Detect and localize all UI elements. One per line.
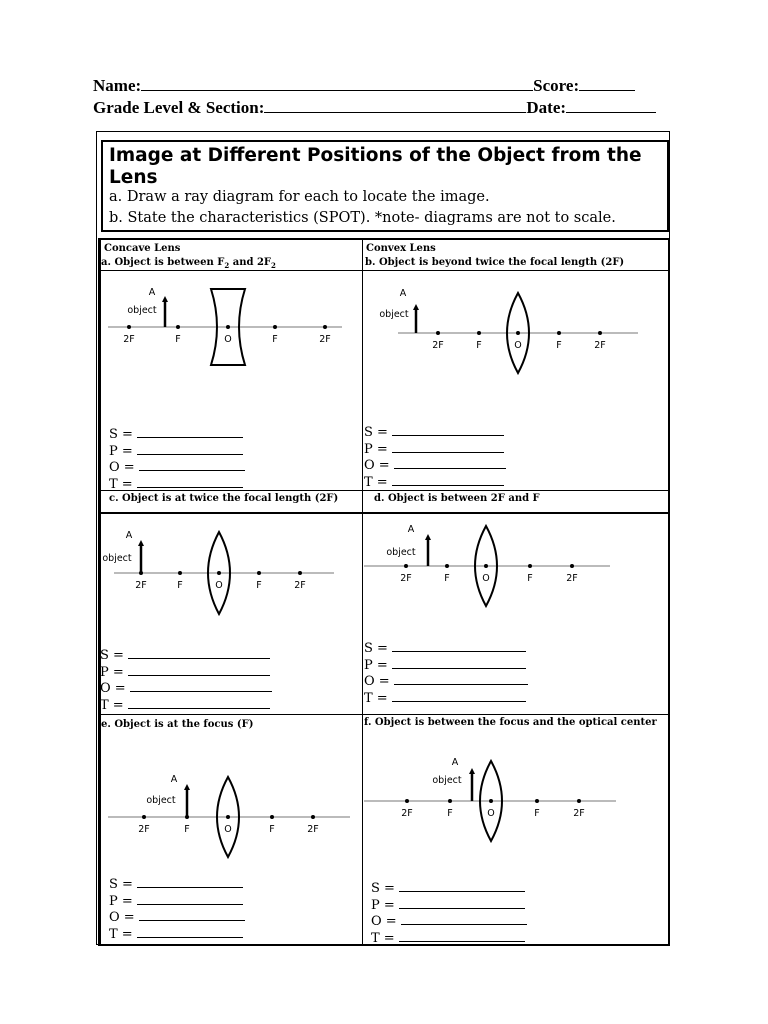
equals-sign: = <box>381 914 401 929</box>
spot-letter: S <box>100 648 109 663</box>
spot-row <box>364 473 506 490</box>
answer-blank[interactable] <box>128 663 270 676</box>
equals-sign: = <box>379 930 399 946</box>
cell-b-caption: b. Object is beyond twice the focal length (2F) <box>365 257 625 268</box>
spot-row <box>364 639 528 656</box>
grade-blank[interactable] <box>264 98 526 113</box>
equals-sign: = <box>110 681 130 696</box>
spot-letter: O <box>371 914 382 929</box>
spot-c <box>100 646 272 712</box>
focal-point-dot <box>226 325 230 329</box>
spot-row <box>100 646 272 663</box>
spot-letter: O <box>364 458 375 473</box>
focal-point-dot <box>404 564 408 568</box>
arrow-label: A <box>170 774 178 785</box>
equals-sign: = <box>119 910 139 925</box>
equals-sign: = <box>117 427 138 442</box>
spot-row <box>109 442 245 459</box>
answer-blank[interactable] <box>137 442 243 455</box>
spot-row <box>109 908 245 925</box>
answer-blank[interactable] <box>128 646 270 659</box>
point-label: F <box>175 334 181 345</box>
diagram-b <box>364 272 664 382</box>
point-label: 2F <box>432 340 444 351</box>
answer-blank[interactable] <box>137 475 243 488</box>
equals-sign: = <box>372 474 392 490</box>
spot-row <box>364 423 506 440</box>
focal-point-dot <box>178 571 182 575</box>
spot-row <box>109 425 245 442</box>
spot-letter: O <box>109 910 120 925</box>
answer-blank[interactable] <box>392 473 504 486</box>
answer-blank[interactable] <box>137 925 243 938</box>
equals-sign: = <box>379 881 400 896</box>
point-label: O <box>487 808 495 819</box>
spot-letter: T <box>371 930 380 946</box>
point-label: O <box>224 824 232 835</box>
point-label: F <box>272 334 278 345</box>
answer-blank[interactable] <box>394 456 506 469</box>
cell-e-caption: e. Object is at the focus (F) <box>101 719 254 730</box>
point-label: F <box>269 824 275 835</box>
object-arrow-head <box>469 768 475 774</box>
object-label: object <box>379 309 409 320</box>
spot-row <box>100 663 272 680</box>
object-label: object <box>386 547 416 558</box>
spot-letter: P <box>364 657 373 673</box>
focal-point-dot <box>484 564 488 568</box>
point-label: 2F <box>566 573 578 584</box>
equals-sign: = <box>117 893 137 909</box>
focal-point-dot <box>257 571 261 575</box>
spot-letter: T <box>364 474 373 490</box>
equals-sign: = <box>108 664 128 680</box>
cell-f-caption: f. Object is between the focus and the optical center <box>364 717 657 728</box>
focal-point-dot <box>535 799 539 803</box>
cell-b-heading: Convex Lens <box>366 243 436 254</box>
point-label: F <box>177 580 183 591</box>
spot-letter: P <box>109 443 118 459</box>
spot-letter: P <box>109 893 118 909</box>
diagram-c <box>100 514 360 624</box>
spot-row <box>371 929 527 946</box>
answer-blank[interactable] <box>399 879 525 892</box>
cell-a-caption-text: a. Object is between F <box>101 257 225 268</box>
answer-blank[interactable] <box>399 896 525 909</box>
spot-row <box>109 875 245 892</box>
spot-row <box>109 458 245 475</box>
name-blank[interactable] <box>141 76 533 91</box>
instruction-a: a. Draw a ray diagram for each to locate the image. <box>109 189 490 205</box>
spot-letter: T <box>109 926 118 942</box>
arrow-label: A <box>451 757 459 768</box>
focal-point-dot <box>516 331 520 335</box>
answer-blank[interactable] <box>137 875 243 888</box>
instruction-b: b. State the characteristics (SPOT). *note- diagrams are not to scale. <box>109 210 616 226</box>
object-arrow-head <box>425 534 431 540</box>
equals-sign: = <box>372 641 393 656</box>
focal-point-dot <box>270 815 274 819</box>
equals-sign: = <box>117 443 137 459</box>
point-label: 2F <box>123 334 135 345</box>
point-label: 2F <box>319 334 331 345</box>
answer-blank[interactable] <box>128 696 270 709</box>
arrow-label: A <box>148 287 156 298</box>
spot-row <box>100 679 272 696</box>
answer-blank[interactable] <box>137 892 243 905</box>
answer-blank[interactable] <box>130 679 272 692</box>
focal-point-dot <box>528 564 532 568</box>
answer-blank[interactable] <box>392 423 504 436</box>
spot-row <box>364 689 528 706</box>
arrow-label: A <box>125 530 133 541</box>
spot-letter: S <box>371 881 380 896</box>
row-rule-4 <box>100 714 668 715</box>
spot-letter: S <box>364 641 373 656</box>
point-label: F <box>444 573 450 584</box>
point-label: F <box>184 824 190 835</box>
object-label: object <box>146 795 176 806</box>
equals-sign: = <box>117 926 137 942</box>
cell-a-caption <box>101 257 276 272</box>
spot-row <box>100 696 272 713</box>
spot-letter: S <box>109 877 118 892</box>
focal-point-dot <box>557 331 561 335</box>
spot-letter: S <box>109 427 118 442</box>
title-box <box>101 140 669 232</box>
arrow-label: A <box>407 524 415 535</box>
date-blank[interactable] <box>566 98 656 113</box>
answer-blank[interactable] <box>401 912 527 925</box>
focal-point-dot <box>226 815 230 819</box>
answer-blank[interactable] <box>137 425 243 438</box>
point-label: 2F <box>138 824 150 835</box>
cell-d-caption: d. Object is between 2F and F <box>374 493 540 504</box>
object-label: object <box>102 553 132 564</box>
spot-f <box>371 879 527 945</box>
cell-a-caption-mid: and 2F <box>229 257 272 268</box>
spot-letter: T <box>109 476 118 492</box>
spot-letter: O <box>109 460 120 475</box>
equals-sign: = <box>119 460 139 475</box>
equals-sign: = <box>372 690 392 706</box>
focal-point-dot <box>598 331 602 335</box>
date-label: Date: <box>526 98 567 117</box>
spot-row <box>371 896 527 913</box>
answer-blank[interactable] <box>399 929 525 942</box>
cell-a-heading: Concave Lens <box>104 243 181 254</box>
spot-letter: P <box>371 897 380 913</box>
equals-sign: = <box>379 897 399 913</box>
diagram-f <box>364 748 664 858</box>
cell-a-sub1: 2 <box>224 261 230 270</box>
name-line <box>93 76 635 96</box>
point-label: 2F <box>135 580 147 591</box>
score-blank[interactable] <box>579 76 635 91</box>
spot-a <box>109 425 245 491</box>
name-label: Name: <box>93 76 142 95</box>
focal-point-dot <box>273 325 277 329</box>
point-label: F <box>476 340 482 351</box>
score-label: Score: <box>533 76 580 95</box>
point-label: 2F <box>401 808 413 819</box>
answer-blank[interactable] <box>139 458 245 471</box>
focal-point-dot <box>142 815 146 819</box>
spot-row <box>109 475 245 492</box>
cell-c-caption: c. Object is at twice the focal length (2F) <box>109 493 339 504</box>
spot-row <box>109 892 245 909</box>
grid-divider <box>362 240 363 945</box>
focal-point-dot <box>436 331 440 335</box>
point-label: F <box>256 580 262 591</box>
object-arrow-head <box>413 304 419 310</box>
focal-point-dot <box>405 799 409 803</box>
equals-sign: = <box>372 441 392 457</box>
object-label: object <box>127 305 157 316</box>
point-label: 2F <box>294 580 306 591</box>
spot-letter: P <box>100 664 109 680</box>
point-label: F <box>534 808 540 819</box>
point-label: O <box>215 580 223 591</box>
spot-row <box>364 456 506 473</box>
cell-a-sub2: 2 <box>271 261 276 270</box>
object-arrow-head <box>162 296 168 302</box>
spot-row <box>371 879 527 896</box>
focal-point-dot <box>176 325 180 329</box>
grade-line <box>93 98 656 118</box>
diagram-e <box>100 760 360 870</box>
point-label: F <box>556 340 562 351</box>
equals-sign: = <box>374 674 394 689</box>
grade-label: Grade Level & Section: <box>93 98 265 117</box>
spot-row <box>364 656 528 673</box>
answer-blank[interactable] <box>392 440 504 453</box>
answer-blank[interactable] <box>394 672 528 685</box>
spot-e <box>109 875 245 941</box>
point-label: 2F <box>400 573 412 584</box>
equals-sign: = <box>374 458 394 473</box>
point-label: 2F <box>573 808 585 819</box>
diagram-d <box>364 514 664 614</box>
object-label: object <box>432 775 462 786</box>
arrow-label: A <box>399 288 407 299</box>
point-label: F <box>447 808 453 819</box>
point-label: O <box>482 573 490 584</box>
focal-point-dot <box>577 799 581 803</box>
point-label: F <box>527 573 533 584</box>
page-title: Image at Different Positions of the Object from the Lens <box>109 145 642 188</box>
equals-sign: = <box>372 425 393 440</box>
spot-row <box>109 925 245 942</box>
answer-blank[interactable] <box>392 639 526 652</box>
focal-point-dot <box>477 331 481 335</box>
focal-point-dot <box>127 325 131 329</box>
point-label: 2F <box>307 824 319 835</box>
equals-sign: = <box>117 476 137 492</box>
point-label: 2F <box>594 340 606 351</box>
focal-point-dot <box>489 799 493 803</box>
spot-row <box>364 440 506 457</box>
spot-b <box>364 423 506 489</box>
spot-letter: O <box>364 674 375 689</box>
point-label: O <box>514 340 522 351</box>
focal-point-dot <box>298 571 302 575</box>
focal-point-dot <box>217 571 221 575</box>
spot-letter: P <box>364 441 373 457</box>
spot-letter: T <box>364 690 373 706</box>
answer-blank[interactable] <box>392 656 526 669</box>
focal-point-dot <box>448 799 452 803</box>
spot-d <box>364 639 528 705</box>
focal-point-dot <box>570 564 574 568</box>
equals-sign: = <box>108 697 128 713</box>
focal-point-dot <box>445 564 449 568</box>
equals-sign: = <box>372 657 392 673</box>
focal-point-dot <box>323 325 327 329</box>
spot-letter: O <box>100 681 111 696</box>
focal-point-dot <box>311 815 315 819</box>
equals-sign: = <box>108 648 129 663</box>
diagram-a <box>100 272 360 372</box>
answer-blank[interactable] <box>139 908 245 921</box>
equals-sign: = <box>117 877 138 892</box>
spot-row <box>364 672 528 689</box>
spot-row <box>371 912 527 929</box>
spot-letter: S <box>364 425 373 440</box>
spot-letter: T <box>100 697 109 713</box>
object-arrow-head <box>184 784 190 790</box>
answer-blank[interactable] <box>392 689 526 702</box>
object-arrow-head <box>138 540 144 546</box>
point-label: O <box>224 334 232 345</box>
